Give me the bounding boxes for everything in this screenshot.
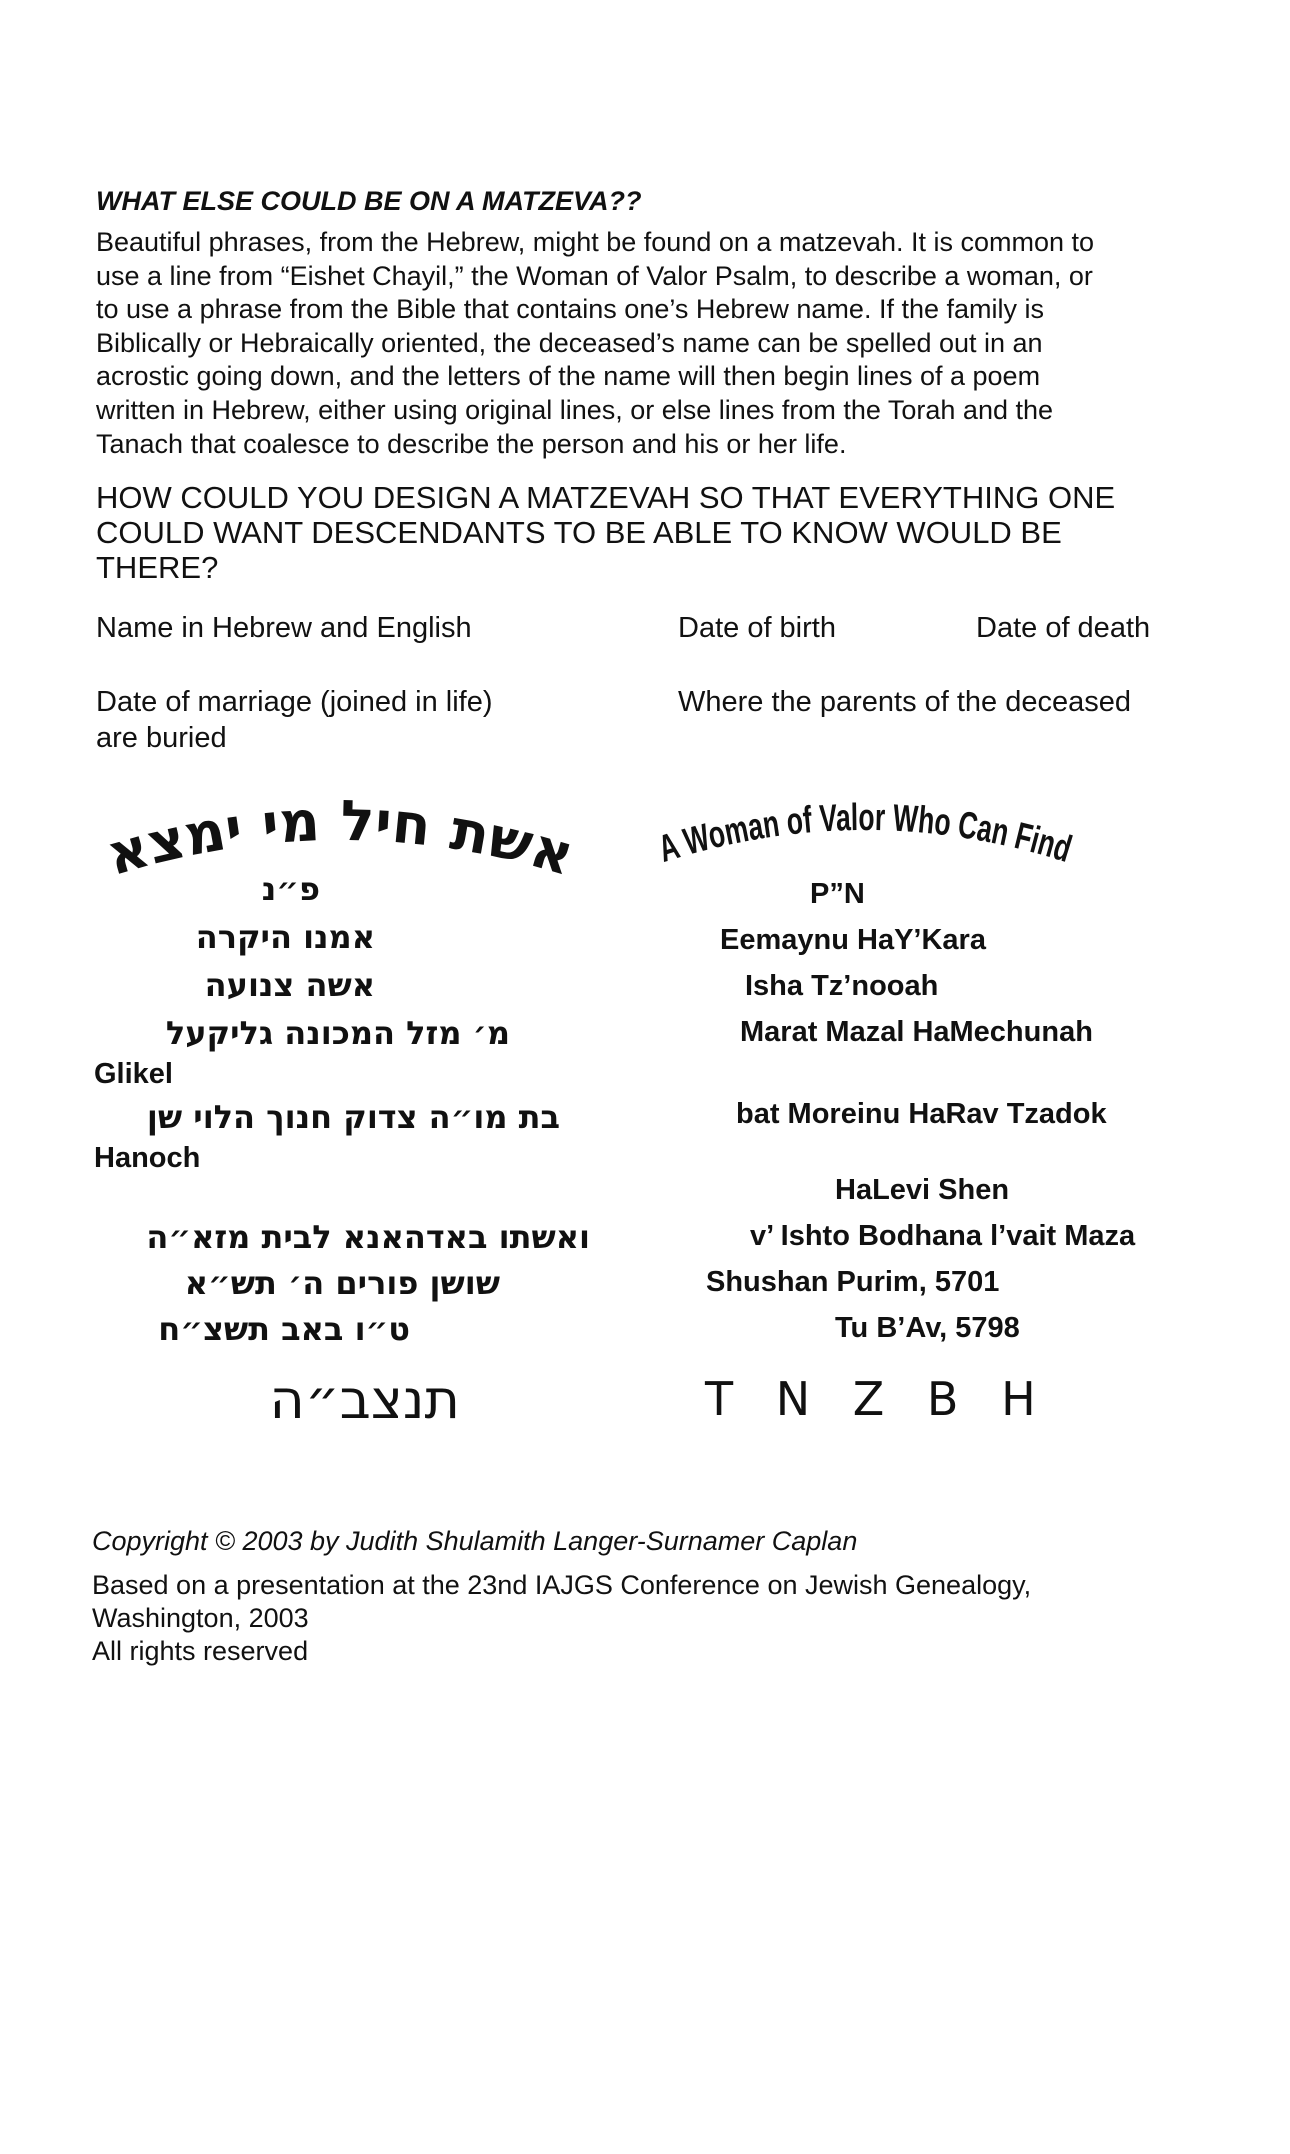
field-death: Date of death — [976, 612, 1151, 644]
english-hanoch: Hanoch — [94, 1142, 201, 1174]
field-name: Name in Hebrew and English — [96, 612, 472, 644]
hebrew-line-2: אשה צנועה — [204, 966, 375, 1004]
paragraph-line: to use a phrase from the Bible that contains one’s Hebrew name. If the family is — [96, 294, 1044, 325]
arched-hebrew-phrase — [80, 760, 600, 890]
hebrew-line-7: ט״ו באב תשצ״ח — [158, 1310, 410, 1348]
english-tnzbh: T N Z B H — [705, 1372, 1050, 1426]
english-line-4: bat Moreinu HaRav Tzadok — [736, 1098, 1107, 1130]
hebrew-pn: פ״נ — [261, 870, 320, 908]
english-line-3: Marat Mazal HaMechunah — [740, 1016, 1093, 1048]
english-line-2: Isha Tz’nooah — [745, 970, 939, 1002]
paragraph-line: use a line from “Eishet Chayil,” the Woman of Valor Psalm, to describe a woman, or — [96, 260, 1093, 291]
svg-text:A Woman of Valor Who Can Find — [653, 796, 1084, 873]
question-line: HOW COULD YOU DESIGN A MATZEVAH SO THAT EVERYTHING ONE — [96, 480, 1116, 515]
question-line: COULD WANT DESCENDANTS TO BE ABLE TO KNOW WOULD BE — [96, 515, 1062, 550]
field-buried: are buried — [96, 722, 227, 754]
intro-paragraph — [96, 226, 1216, 461]
field-marriage: Date of marriage (joined in life) — [96, 686, 493, 718]
english-line-6: v’ Ishto Bodhana l’vait Maza — [750, 1220, 1136, 1252]
paragraph-line: written in Hebrew, either using original lines, or else lines from the Torah and the — [96, 394, 1054, 425]
svg-text:אשת חיל מי ימצא — [99, 789, 580, 889]
hebrew-line-3: מ׳ מזל המכונה גליקעל — [165, 1014, 510, 1052]
rights-line: All rights reserved — [92, 1636, 309, 1666]
copyright-line: Copyright © 2003 by Judith Shulamith Langer-Surnamer Caplan — [92, 1526, 858, 1556]
english-glikel: Glikel — [94, 1058, 173, 1090]
question-line: THERE? — [96, 550, 219, 585]
english-line-8: Tu B’Av, 5798 — [835, 1312, 1020, 1344]
paragraph-line: Tanach that coalesce to describe the person and his or her life. — [96, 428, 847, 459]
paragraph-line: Biblically or Hebraically oriented, the deceased’s name can be spelled out in an — [96, 327, 1043, 358]
english-line-7: Shushan Purim, 5701 — [706, 1266, 1000, 1298]
hebrew-line-5: ואשתו באדהאנא לבית מזא״ה — [146, 1218, 590, 1256]
arched-hebrew-text: אשת חיל מי ימצא — [99, 788, 581, 889]
paragraph-line: Beautiful phrases, from the Hebrew, might be found on a matzevah. It is common to — [96, 227, 1095, 257]
section-heading: WHAT ELSE COULD BE ON A MATZEVA?? — [96, 186, 642, 216]
presentation-line: Based on a presentation at the 23nd IAJGS Conference on Jewish Genealogy, — [92, 1570, 1032, 1600]
english-pn: P”N — [810, 878, 865, 910]
presentation-location: Washington, 2003 — [92, 1603, 309, 1633]
field-parents: Where the parents of the deceased — [678, 686, 1132, 718]
english-line-5: HaLevi Shen — [835, 1174, 1010, 1206]
english-line-1: Eemaynu HaY’Kara — [720, 924, 986, 956]
field-birth: Date of birth — [678, 612, 836, 644]
design-question — [96, 480, 1115, 585]
hebrew-tnzbh: תנצב״ה — [269, 1368, 460, 1431]
hebrew-line-4: בת מו״ה צדוק חנוך הלוי שן — [146, 1098, 560, 1136]
hebrew-line-1: אמנו היקרה — [195, 918, 375, 956]
arched-english-text: A Woman of Valor Who Can Find — [653, 796, 1084, 873]
hebrew-line-6: שושן פורים ה׳ תש״א — [184, 1264, 500, 1302]
arched-english-phrase — [640, 760, 1090, 880]
paragraph-line: acrostic going down, and the letters of the name will then begin lines of a poem — [96, 361, 1041, 392]
